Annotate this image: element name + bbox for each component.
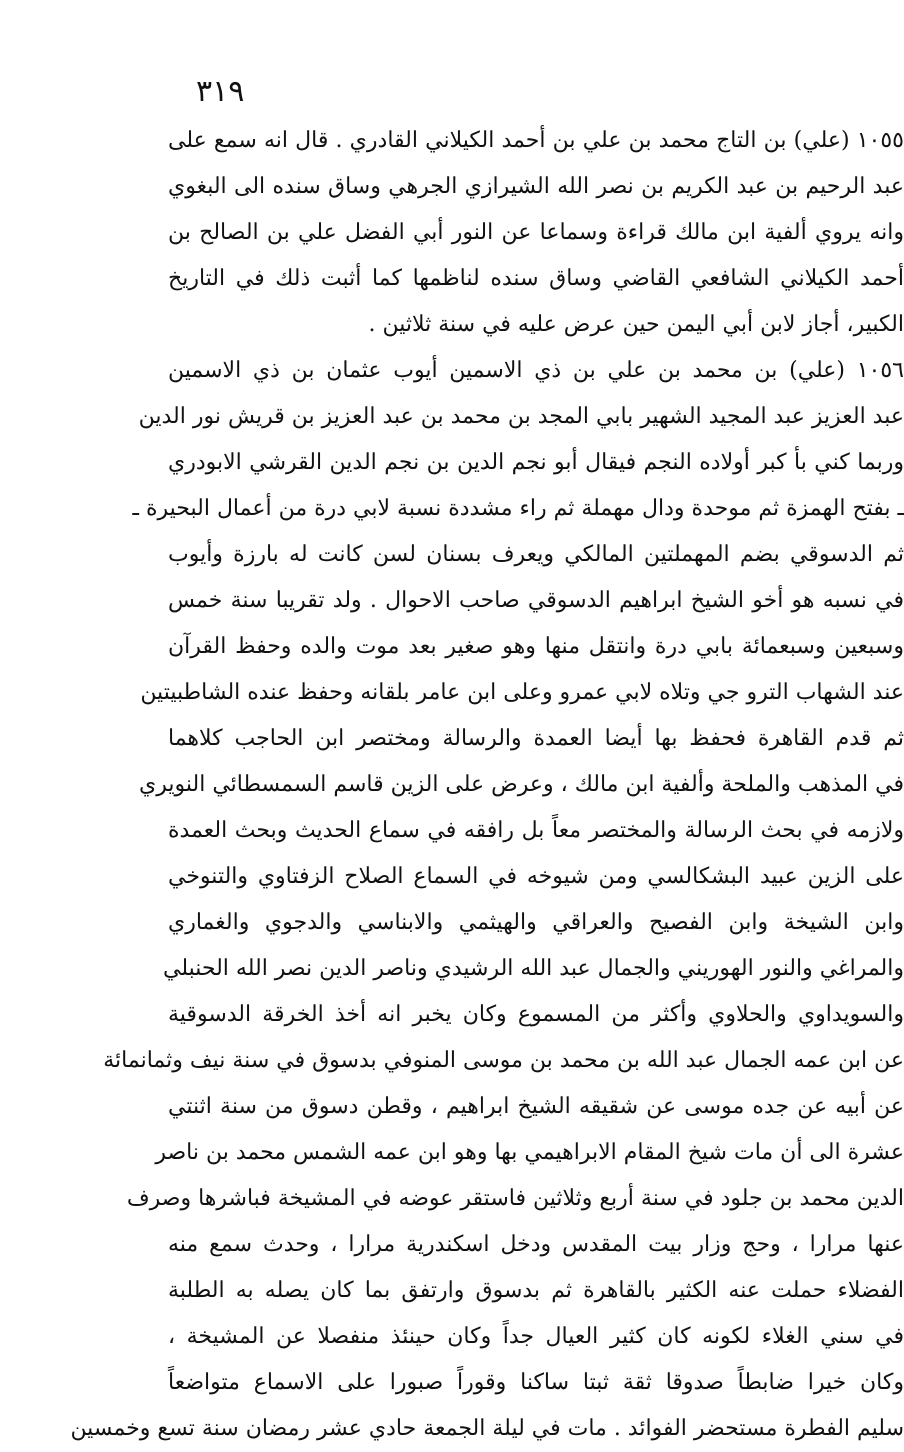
text-line: الفضلاء حملت عنه الكثير بالقاهرة ثم بدسوق وارتفق بما كان يصله به الطلبة bbox=[168, 1278, 904, 1303]
text-line: وسبعين وسبعمائة بابي درة وانتقل منها وهو صغير بعد موت والده وحفظ القرآن bbox=[168, 634, 904, 659]
text-line: وانه يروي ألفية ابن مالك قراءة وسماعا عن النور أبي الفضل علي بن الصالح بن bbox=[168, 220, 904, 245]
text-line: وابن الشيخة وابن الفصيح والعراقي والهيثمي والابناسي والدجوي والغماري bbox=[168, 910, 904, 935]
text-line: ١٠٥٦ (علي) بن محمد بن علي بن ذي الاسمين أيوب عثمان بن ذي الاسمين bbox=[168, 358, 904, 383]
page-number: ٣١٩ bbox=[196, 74, 245, 109]
text-line: والسويداوي والحلاوي وأكثر من المسموع وكان يخبر انه أخذ الخرقة الدسوقية bbox=[168, 1002, 904, 1027]
text-line: ثم الدسوقي بضم المهملتين المالكي ويعرف بسنان لسن كانت له بارزة وأيوب bbox=[168, 542, 904, 567]
text-line: ولازمه في بحث الرسالة والمختصر معاً بل رافقه في سماع الحديث وبحث العمدة bbox=[168, 818, 904, 843]
text-line: وكان خيرا ضابطاً صدوقا ثقة ثبتا ساكنا وقوراً صبورا على الاسماع متواضعاً bbox=[168, 1370, 904, 1395]
text-line: في نسبه هو أخو الشيخ ابراهيم الدسوقي صاحب الاحوال . ولد تقريبا سنة خمس bbox=[168, 588, 904, 613]
text-line: الدين محمد بن جلود في سنة أربع وثلاثين فاستقر عوضه في المشيخة فباشرها وصرف bbox=[126, 1186, 904, 1211]
text-body bbox=[70, 118, 904, 1452]
text-line: ثم قدم القاهرة فحفظ بها أيضا العمدة والرسالة ومختصر ابن الحاجب كلاهما bbox=[168, 726, 904, 751]
text-line: الكبير، أجاز لابن أبي اليمن حين عرض عليه في سنة ثلاثين . bbox=[368, 312, 904, 337]
text-line: والمراغي والنور الهوريني والجمال عبد الله الرشيدي وناصر الدين نصر الله الحنبلي bbox=[163, 956, 904, 981]
text-line: سليم الفطرة مستحضر الفوائد . مات في ليلة الجمعة حادي عشر رمضان سنة تسع وخمسين bbox=[70, 1416, 904, 1441]
text-line: ـ بفتح الهمزة ثم موحدة ودال مهملة ثم راء مشددة نسبة لابي درة من أعمال البحيرة ـ bbox=[132, 496, 904, 521]
text-line: عند الشهاب الترو جي وتلاه لابي عمرو وعلى ابن عامر بلقانه وحفظ عنده الشاطبيتين bbox=[140, 680, 904, 705]
text-line: عشرة الى أن مات شيخ المقام الابراهيمي بها وهو ابن عمه الشمس محمد بن ناصر bbox=[155, 1140, 904, 1165]
text-line: عن ابن عمه الجمال عبد الله بن محمد بن موسى المنوفي بدسوق في سنة نيف وثمانمائة bbox=[103, 1048, 904, 1073]
text-line: على الزين عبيد البشكالسي ومن شيوخه في السماع الصلاح الزفتاوي والتنوخي bbox=[168, 864, 904, 889]
text-line: في المذهب والملحة وألفية ابن مالك ، وعرض على الزين قاسم السمسطائي النويري bbox=[139, 772, 904, 797]
text-line: أحمد الكيلاني الشافعي القاضي وساق سنده لناظمها كما أثبت ذلك في التاريخ bbox=[168, 266, 904, 291]
text-line: عنها مرارا ، وحج وزار بيت المقدس ودخل اسكندرية مرارا ، وحدث سمع منه bbox=[168, 1232, 904, 1257]
text-line: ١٠٥٥ (علي) بن التاج محمد بن علي بن أحمد الكيلاني القادري . قال انه سمع على bbox=[168, 128, 904, 153]
text-line: عبد العزيز عبد المجيد الشهير بابي المجد بن محمد بن عبد العزيز بن قريش نور الدين bbox=[138, 404, 904, 429]
text-line: في سني الغلاء لكونه كان كثير العيال جداً وكان حينئذ منفصلا عن المشيخة ، bbox=[168, 1324, 904, 1349]
text-line: عن أبيه عن جده موسى عن شقيقه الشيخ ابراهيم ، وقطن دسوق من سنة اثنتي bbox=[168, 1094, 904, 1119]
text-line: وربما كني بأ كبر أولاده النجم فيقال أبو نجم الدين بن نجم الدين القرشي الابودري bbox=[168, 450, 904, 475]
text-line: عبد الرحيم بن عبد الكريم بن نصر الله الشيرازي الجرهي وساق سنده الى البغوي bbox=[168, 174, 904, 199]
